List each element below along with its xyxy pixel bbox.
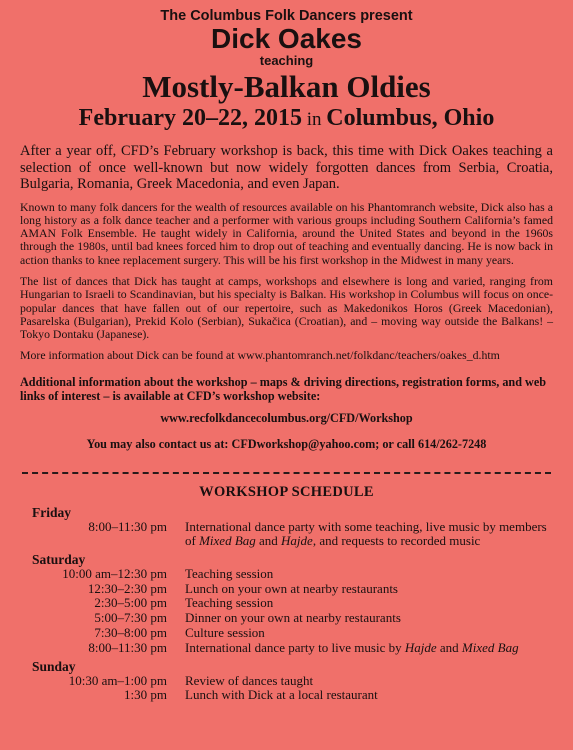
contact-line: You may also contact us at: CFDworkshop@yahoo.com; or call 614/262-7248 <box>86 437 487 452</box>
day-sunday: Sunday <box>32 658 76 674</box>
teaching-label: teaching <box>259 53 314 68</box>
teacher-name: Dick Oakes <box>211 23 362 54</box>
schedule-description: Teaching session <box>185 565 274 581</box>
schedule-time: 8:00–11:30 pm <box>88 519 167 535</box>
schedule-time: 5:00–7:30 pm <box>94 610 167 626</box>
day-saturday: Saturday <box>32 551 86 567</box>
schedule-description: International dance party with some teaching, live music by members of Mixed Bag and Hajde, and requests to recorded music <box>185 519 547 548</box>
schedule-time: 10:00 am–12:30 pm <box>62 565 167 581</box>
band-name: Mixed Bag <box>461 639 519 655</box>
schedule-time: 12:30–2:30 pm <box>87 580 167 596</box>
dashed-divider <box>22 472 551 474</box>
band-name: Hajde <box>281 532 313 548</box>
presenter-line: The Columbus Folk Dancers present <box>160 8 413 24</box>
more-info-line: More information about Dick can be found at www.phantomranch.net/folkdanc/teachers/oakes_d.htm <box>20 348 500 363</box>
schedule-time: 7:30–8:00 pm <box>94 624 167 640</box>
schedule-time: 8:00–11:30 pm <box>88 639 167 655</box>
schedule-description: Culture session <box>185 624 265 640</box>
schedule-row <box>20 596 553 610</box>
band-name: Mixed Bag <box>199 532 256 548</box>
schedule-row <box>20 582 553 596</box>
workshop-website: www.recfolkdancecolumbus.org/CFD/Workshop <box>160 411 413 426</box>
schedule-time: 10:30 am–1:00 pm <box>68 672 167 688</box>
event-date-connector: in <box>301 109 327 130</box>
schedule-row <box>20 688 553 702</box>
day-friday: Friday <box>32 505 71 521</box>
schedule-description: Review of dances taught <box>185 672 314 688</box>
schedule-row <box>20 626 553 640</box>
schedule-row <box>20 611 553 625</box>
event-place: Columbus, Ohio <box>326 105 495 131</box>
schedule-title: WORKSHOP SCHEDULE <box>199 484 374 501</box>
schedule-description: Lunch with Dick at a local restaurant <box>185 687 378 703</box>
schedule-row <box>20 674 553 688</box>
schedule-description: International dance party to live music by Hajde and Mixed Bag <box>185 639 519 655</box>
workshop-title: Mostly-Balkan Oldies <box>142 69 431 104</box>
intro-paragraph: After a year off, CFD’s February workshop is back, this time with Dick Oakes teaching a selection of once well-known but now widely forgotten dances from Serbia, Croatia, Bulgaria, Romania, Greek Macedonia, and even Japan. <box>20 143 553 192</box>
schedule-row <box>20 520 553 548</box>
dances-paragraph: The list of dances that Dick has taught at camps, workshops and elsewhere is long and varied, ranging from Hungarian to Israeli to Scandinavian, but his specialty is Balkan. His workshop in Columbus will focus on once-popular dances that have fallen out of our repertoire, such as Makedonikos Horos (Greek Macedonian), Pasarelska (Bulgarian), Prekid Kolo (Serbian), Sukačica (Croatian), and – moving way outside the Balkans! – Tokyo Dontaku (Japanese). <box>20 273 553 342</box>
schedule-time: 1:30 pm <box>124 687 167 703</box>
schedule-row <box>20 641 553 655</box>
schedule-time: 2:30–5:00 pm <box>94 595 167 611</box>
event-date: February 20–22, 2015 <box>78 105 302 131</box>
event-date-line <box>20 104 553 134</box>
schedule-description: Teaching session <box>185 595 274 611</box>
schedule-description: Lunch on your own at nearby restaurants <box>185 580 398 596</box>
additional-info: Additional information about the workshop – maps & driving directions, registration forms, and web links of interest – is available at CFD’s workshop website: <box>20 374 547 403</box>
schedule-row <box>20 567 553 581</box>
bio-paragraph: Known to many folk dancers for the wealth of resources available on his Phantomranch website, Dick also has a long history as a folk dance teacher and a performer with various groups including Southern California’s famed AMAN Folk Ensemble. He taught widely in California, around the United States and beyond in the 1960s through the 1980s, until bad knees forced him to drop out of teaching and eventually dancing. He is now back in action thanks to knee replacement surgery. This will be his first workshop in the Midwest in many years. <box>20 199 553 267</box>
schedule-description: Dinner on your own at nearby restaurants <box>185 610 401 626</box>
band-name: Hajde <box>404 639 437 655</box>
